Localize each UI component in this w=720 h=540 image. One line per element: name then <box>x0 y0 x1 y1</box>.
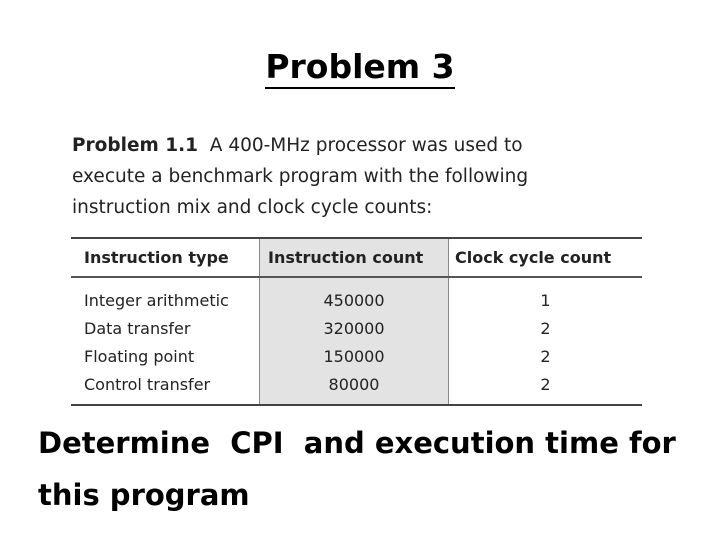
cell-instruction-type: Data transfer <box>84 318 191 338</box>
cell-instruction-type: Integer arithmetic <box>84 290 229 310</box>
header-clock-cycle-count: Clock cycle count <box>449 238 643 277</box>
cell-clock-cycle-count: 2 <box>540 318 551 338</box>
cell-instruction-type: Floating point <box>84 346 195 366</box>
cell-instruction-count: 80000 <box>260 370 449 405</box>
table-row <box>71 277 642 314</box>
cell-clock-cycle-count: 1 <box>540 290 551 310</box>
cell-clock-cycle-count: 2 <box>540 346 551 366</box>
table-row <box>71 370 642 405</box>
problem-text-line-1: A 400-MHz processor was used to <box>209 135 523 156</box>
cell-instruction-count: 320000 <box>260 314 449 342</box>
question-line-1: Determine CPI and execution time for <box>38 426 676 460</box>
slide-title-text: Problem 3 <box>265 47 454 89</box>
table-header-row <box>71 238 642 277</box>
cell-instruction-count: 150000 <box>260 342 449 370</box>
question-line-2: this program <box>38 478 250 512</box>
header-instruction-type: Instruction type <box>71 238 260 277</box>
header-instruction-count: Instruction count <box>260 238 449 277</box>
table-row <box>71 314 642 342</box>
problem-text-line-3: instruction mix and clock cycle counts: <box>72 197 433 218</box>
table-row <box>71 342 642 370</box>
cell-clock-cycle-count: 2 <box>449 370 643 405</box>
question-text <box>38 417 698 521</box>
cell-instruction-type: Control transfer <box>71 370 260 405</box>
problem-label: Problem 1.1 <box>72 135 199 156</box>
instruction-mix-table <box>71 237 642 406</box>
cell-instruction-count: 450000 <box>260 277 449 314</box>
problem-statement <box>72 130 652 223</box>
problem-text-line-2: execute a benchmark program with the following <box>72 166 529 187</box>
slide-title <box>0 47 720 87</box>
problem-line-1 <box>72 130 652 161</box>
